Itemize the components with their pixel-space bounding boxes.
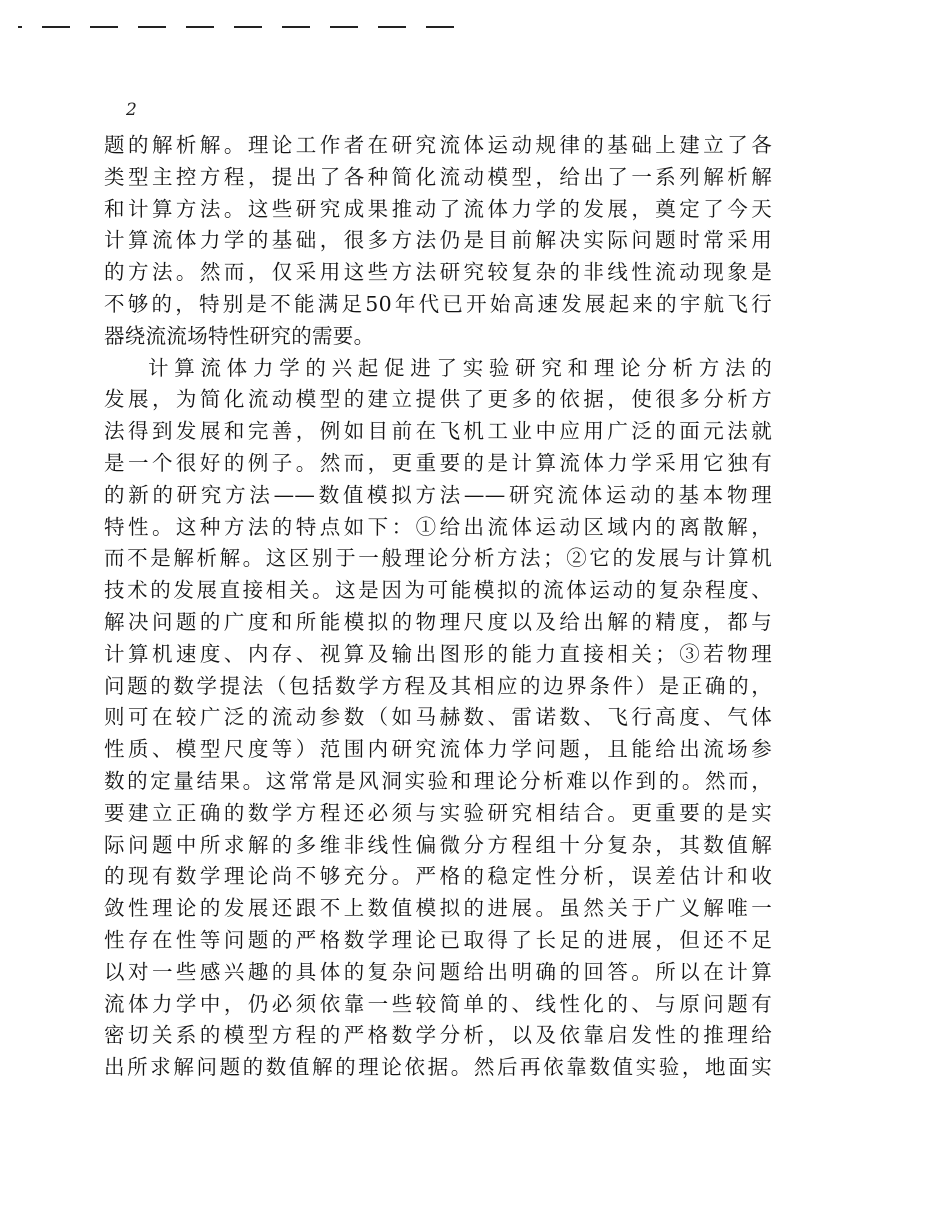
text-line: 的新的研究方法——数值模拟方法——研究流体运动的基本物理: [104, 482, 772, 507]
page-number: 2: [126, 100, 137, 120]
text-line: 计算机速度、内存、视算及输出图形的能力直接相关；③若物理: [104, 641, 772, 666]
text-line: 密切关系的模型方程的严格数学分析，以及依靠启发性的推理给: [104, 1023, 772, 1048]
dash-mark: [234, 26, 262, 28]
text-line: 问题的数学提法（包括数学方程及其相应的边界条件）是正确的，: [104, 673, 772, 698]
dash-mark: [330, 26, 358, 28]
text-line: 类型主控方程，提出了各种简化流动模型，给出了一系列解析解: [104, 164, 772, 189]
text-line: 计算流体力学的基础，很多方法仍是目前解决实际问题时常采用: [104, 228, 772, 253]
text-line: 不够的，特别是不能满足50年代已开始高速发展起来的宇航飞行: [104, 291, 772, 316]
text-line: 技术的发展直接相关。这是因为可能模拟的流体运动的复杂程度、: [104, 578, 772, 603]
text-line: 则可在较广泛的流动参数（如马赫数、雷诺数、飞行高度、气体: [104, 705, 772, 730]
text-line: 的现有数学理论尚不够充分。严格的稳定性分析，误差估计和收: [104, 864, 772, 889]
text-line: 流体力学中，仍必须依靠一些较简单的、线性化的、与原问题有: [104, 991, 772, 1016]
text-line: 特性。这种方法的特点如下：①给出流体运动区域内的离散解，: [104, 514, 772, 539]
text-line: 和计算方法。这些研究成果推动了流体力学的发展，奠定了今天: [104, 196, 772, 221]
dash-mark: [378, 26, 406, 28]
text-line: 出所求解问题的数值解的理论依据。然后再依靠数值实验，地面实: [104, 1055, 772, 1080]
dash-mark: [42, 26, 70, 28]
text-line: 际问题中所求解的多维非线性偏微分方程组十分复杂，其数值解: [104, 832, 772, 857]
paragraph: [104, 353, 772, 1084]
text-line: 要建立正确的数学方程还必须与实验研究相结合。更重要的是实: [104, 800, 772, 825]
text-line: 解决问题的广度和所能模拟的物理尺度以及给出解的精度，都与: [104, 609, 772, 634]
text-line: 是一个很好的例子。然而，更重要的是计算流体力学采用它独有: [104, 450, 772, 475]
body-text: [104, 130, 772, 1084]
text-line: 而不是解析解。这区别于一般理论分析方法；②它的发展与计算机: [104, 546, 772, 571]
text-line: 性质、模型尺度等）范围内研究流体力学问题，且能给出流场参: [104, 737, 772, 762]
dash-mark: [138, 26, 166, 28]
text-line: 法得到发展和完善，例如目前在飞机工业中应用广泛的面元法就: [104, 419, 772, 444]
text-line: 题的解析解。理论工作者在研究流体运动规律的基础上建立了各: [104, 133, 772, 157]
scan-header-dash-line: [18, 26, 454, 28]
text-line: 数的定量结果。这常常是风洞实验和理论分析难以作到的。然而，: [104, 768, 772, 793]
dash-mark: [282, 26, 310, 28]
text-line: 以对一些感兴趣的具体的复杂问题给出明确的回答。所以在计算: [104, 959, 772, 984]
text-line: 性存在性等问题的严格数学理论已取得了长足的进展，但还不足: [104, 927, 772, 952]
text-line: 器绕流流场特性研究的需要。: [104, 323, 375, 348]
text-line: 的方法。然而，仅采用这些方法研究较复杂的非线性流动现象是: [104, 260, 772, 285]
dash-mark: [18, 26, 22, 28]
dash-mark: [90, 26, 118, 28]
text-line: 敛性理论的发展还跟不上数值模拟的进展。虽然关于广义解唯一: [104, 896, 772, 921]
paragraph: [104, 130, 772, 353]
dash-mark: [186, 26, 214, 28]
dash-mark: [426, 26, 454, 28]
text-line: 发展，为简化流动模型的建立提供了更多的依据，使很多分析方: [104, 387, 772, 412]
text-line: 计算流体力学的兴起促进了实验研究和理论分析方法的: [148, 355, 772, 380]
